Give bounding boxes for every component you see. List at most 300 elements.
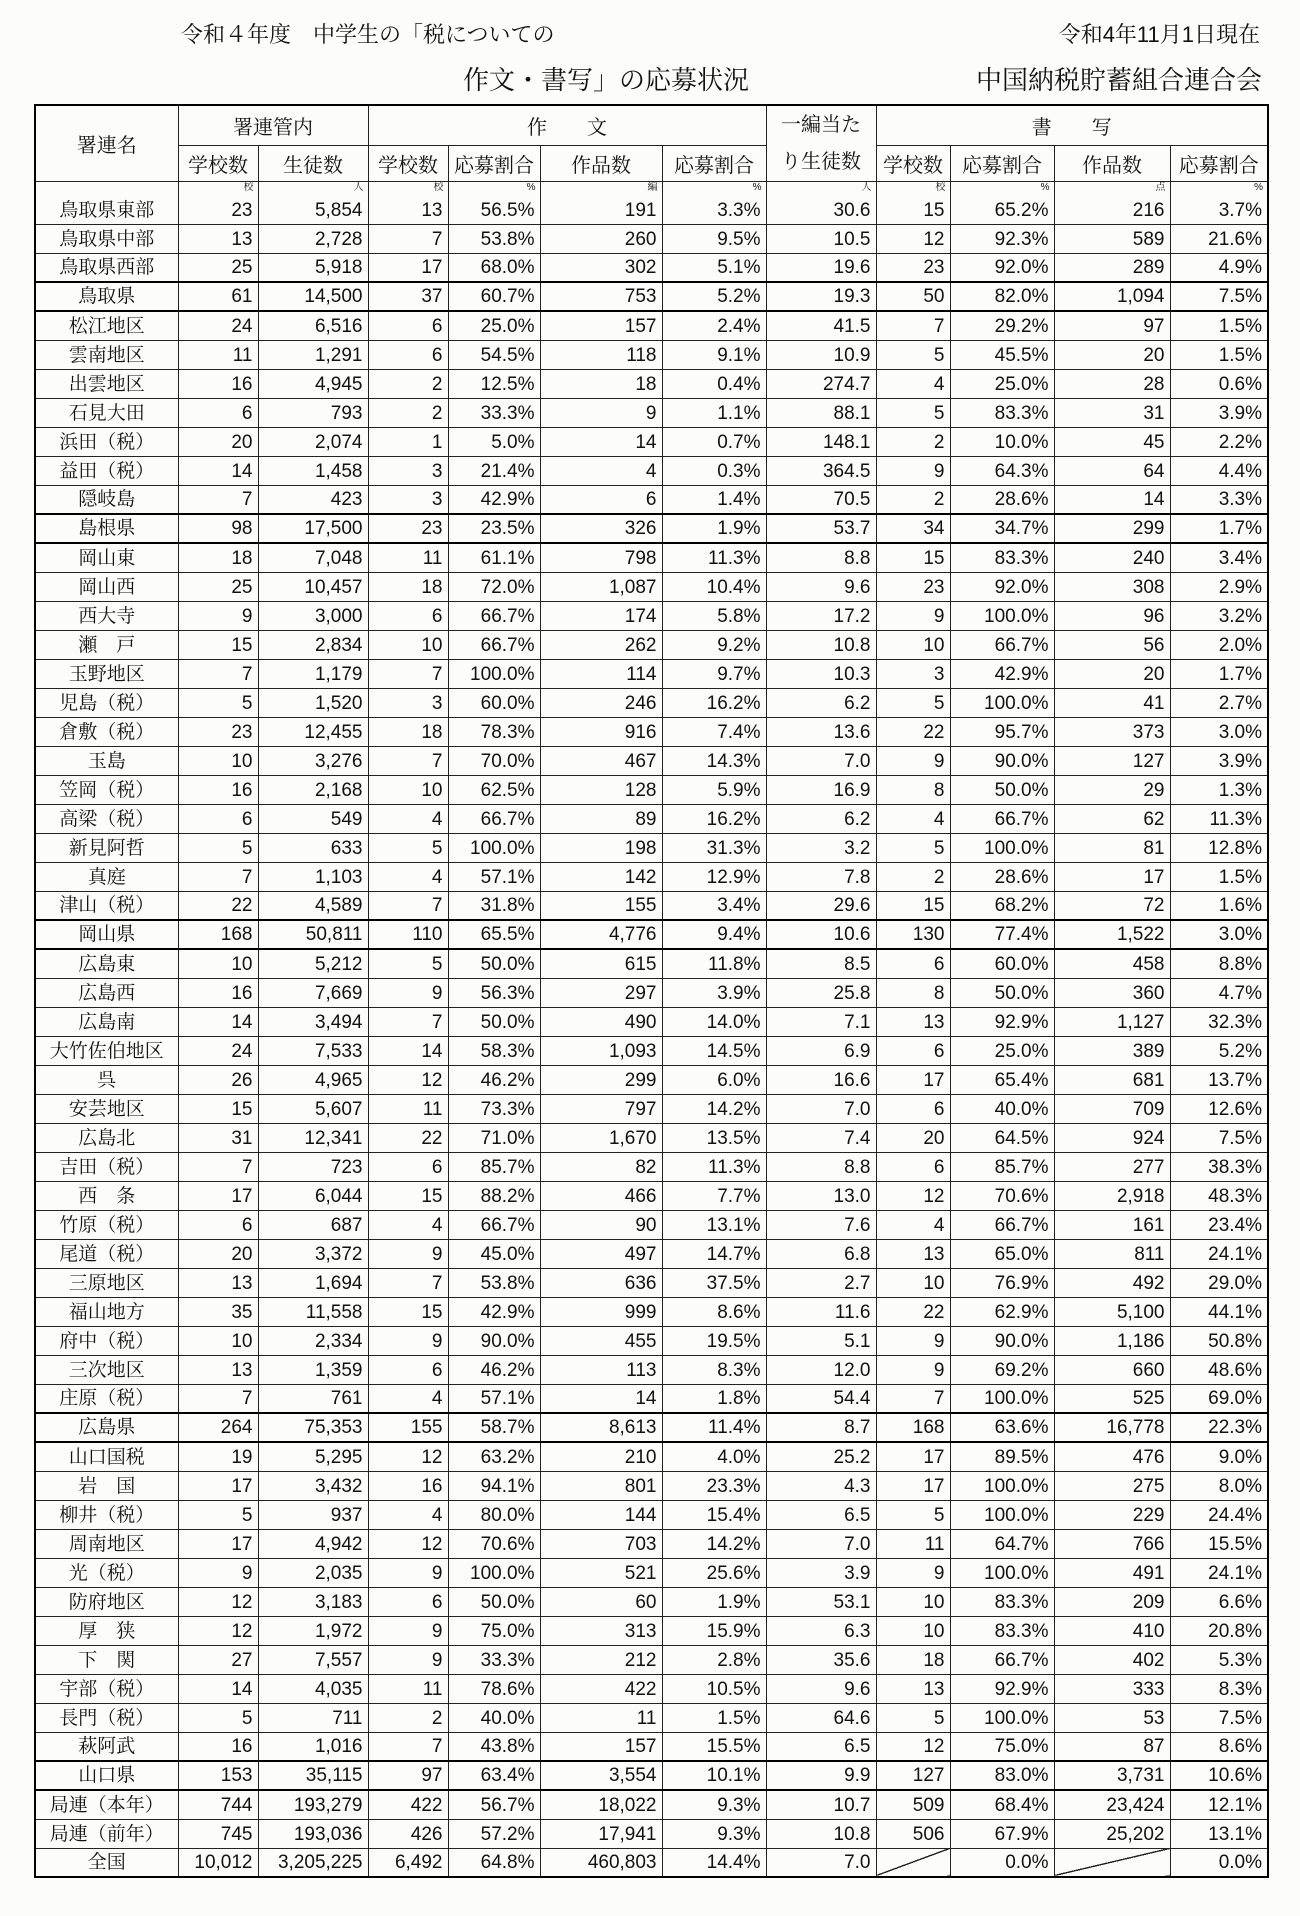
table-cell: 42.9% [448,1297,540,1326]
district-name-cell: 萩阿武 [35,1732,178,1761]
table-cell: 68.4% [950,1790,1054,1819]
table-cell: 12 [178,1587,258,1616]
table-cell: 8.8% [1170,949,1268,978]
table-cell: 53 [1054,1703,1170,1732]
table-cell: 14 [540,1384,662,1413]
table-cell: 161 [1054,1210,1170,1239]
table-cell: 0.3% [662,456,766,485]
table-cell: 130 [876,920,950,949]
table-cell: 12.9% [662,862,766,891]
district-name-cell: 宇部（税） [35,1674,178,1703]
table-cell: 78.3% [448,717,540,746]
table-cell: 17,941 [540,1819,662,1848]
table-row [35,195,1268,224]
table-cell: 10.9 [766,340,876,369]
district-name-cell: 山口県 [35,1761,178,1790]
table-cell: 4,942 [258,1529,368,1558]
table-cell: 24.1% [1170,1239,1268,1268]
table-cell: 9 [876,456,950,485]
table-cell: 29.0% [1170,1268,1268,1297]
table-cell: 289 [1054,253,1170,282]
table-cell: 12.8% [1170,833,1268,862]
table-row [35,1384,1268,1413]
table-cell: 5.1% [662,253,766,282]
table-cell: 5 [368,949,448,978]
table-cell: 2 [368,398,448,427]
table-cell: 1,694 [258,1268,368,1297]
table-cell: 6 [540,485,662,514]
table-cell: 4.3 [766,1471,876,1500]
table-cell: 1,670 [540,1123,662,1152]
table-cell: 7 [368,659,448,688]
table-cell: 801 [540,1471,662,1500]
table-cell: 636 [540,1268,662,1297]
table-cell: 5.3% [1170,1645,1268,1674]
table-cell: 15 [368,1181,448,1210]
table-cell: 11.3% [662,543,766,572]
table-cell: 100.0% [950,1384,1054,1413]
header-district: 署連名 [35,105,178,181]
table-cell: 16.2% [662,804,766,833]
table-cell: 15 [178,1094,258,1123]
table-cell: 87 [1054,1732,1170,1761]
table-cell: 14,500 [258,282,368,311]
table-cell: 9.3% [662,1819,766,1848]
table-cell: 1,458 [258,456,368,485]
table-cell: 7 [178,862,258,891]
table-cell: 3.3% [662,195,766,224]
table-cell: 210 [540,1442,662,1471]
table-cell: 56.5% [448,195,540,224]
table-cell: 13 [178,1268,258,1297]
table-cell: 1,127 [1054,1007,1170,1036]
table-cell: 25.8 [766,978,876,1007]
header-essay-schools: 学校数 [368,145,448,181]
table-cell: 937 [258,1500,368,1529]
header-calligraphy: 書 写 [876,105,1268,145]
table-cell: 2.2% [1170,427,1268,456]
table-cell: 497 [540,1239,662,1268]
table-cell: 95.7% [950,717,1054,746]
unit-label: 人 [766,181,876,195]
table-cell: 3.7% [1170,195,1268,224]
table-cell: 75.0% [448,1616,540,1645]
table-cell: 72 [1054,891,1170,920]
table-cell: 18 [368,572,448,601]
table-cell: 4 [876,1210,950,1239]
table-cell: 2 [876,862,950,891]
table-cell: 16.6 [766,1065,876,1094]
table-cell: 9 [178,1558,258,1587]
table-row [35,572,1268,601]
district-name-cell: 岩 国 [35,1471,178,1500]
table-cell: 492 [1054,1268,1170,1297]
table-cell: 5 [876,1703,950,1732]
table-cell: 70.6% [950,1181,1054,1210]
district-name-cell: 局連（前年） [35,1819,178,1848]
table-cell: 7,557 [258,1645,368,1674]
table-cell: 423 [258,485,368,514]
table-cell: 11.3% [1170,804,1268,833]
table-cell: 17 [178,1181,258,1210]
table-cell: 2,728 [258,224,368,253]
table-cell: 7.0 [766,1094,876,1123]
table-cell: 31.8% [448,891,540,920]
table-cell: 277 [1054,1152,1170,1181]
table-cell: 11 [178,340,258,369]
table-cell: 61 [178,282,258,311]
table-cell: 1,094 [1054,282,1170,311]
table-row [35,1239,1268,1268]
table-row [35,775,1268,804]
table-cell: 10 [368,775,448,804]
district-name-cell: 広島北 [35,1123,178,1152]
table-row [35,601,1268,630]
table-cell: 9 [368,1645,448,1674]
header-students-per-work [766,105,876,181]
table-cell: 12 [368,1529,448,1558]
table-row [35,1297,1268,1326]
table-cell: 5.2% [1170,1036,1268,1065]
table-cell: 11.8% [662,949,766,978]
table-cell: 8.6% [1170,1732,1268,1761]
table-cell: 45 [1054,427,1170,456]
table-cell: 23 [178,195,258,224]
table-row [35,340,1268,369]
table-cell: 711 [258,1703,368,1732]
table-row [35,485,1268,514]
district-name-cell: 出雲地区 [35,369,178,398]
table-cell: 7.5% [1170,1703,1268,1732]
table-cell: 24 [178,1036,258,1065]
table-cell: 31 [178,1123,258,1152]
table-cell: 66.7% [950,630,1054,659]
table-cell: 21.4% [448,456,540,485]
table-cell: 92.0% [950,253,1054,282]
header-calligraphy-work-rate: 応募割合 [1170,145,1268,181]
table-cell: 30.6 [766,195,876,224]
table-cell: 6.6% [1170,1587,1268,1616]
district-name-cell: 児島（税） [35,688,178,717]
table-cell: 11 [540,1703,662,1732]
table-cell: 50.0% [950,775,1054,804]
table-cell: 17 [178,1529,258,1558]
table-cell: 999 [540,1297,662,1326]
table-cell: 21.6% [1170,224,1268,253]
table-cell: 97 [1054,311,1170,340]
table-cell: 0.4% [662,369,766,398]
table-cell: 402 [1054,1645,1170,1674]
table-cell: 13 [178,224,258,253]
table-cell: 9.2% [662,630,766,659]
table-cell: 64.3% [950,456,1054,485]
units-row [35,181,1268,195]
table-cell: 5,100 [1054,1297,1170,1326]
table-cell: 23 [368,514,448,543]
table-cell: 19 [178,1442,258,1471]
table-cell: 549 [258,804,368,833]
table-cell: 25.0% [448,311,540,340]
table-cell: 34.7% [950,514,1054,543]
table-cell: 6 [368,311,448,340]
table-cell: 2 [876,427,950,456]
table-cell: 3,205,225 [258,1848,368,1877]
district-name-cell: 広島西 [35,978,178,1007]
district-name-cell: 広島東 [35,949,178,978]
table-cell: 38.3% [1170,1152,1268,1181]
table-cell: 13.1% [662,1210,766,1239]
table-cell: 15 [876,543,950,572]
table-cell: 10.1% [662,1761,766,1790]
table-cell: 83.3% [950,1616,1054,1645]
table-cell: 20 [178,1239,258,1268]
table-cell: 4,965 [258,1065,368,1094]
table-row [35,891,1268,920]
table-row [35,949,1268,978]
table-cell: 4.7% [1170,978,1268,1007]
table-cell: 64.5% [950,1123,1054,1152]
table-cell: 308 [1054,572,1170,601]
district-name-cell: 庄原（税） [35,1384,178,1413]
district-name-cell: 防府地区 [35,1587,178,1616]
table-cell: 798 [540,543,662,572]
table-cell: 10.8 [766,1819,876,1848]
table-cell: 7.6 [766,1210,876,1239]
table-cell: 71.0% [448,1123,540,1152]
table-cell: 9 [876,601,950,630]
table-cell: 6 [178,398,258,427]
table-cell: 5 [178,833,258,862]
unit-label: 校 [876,181,950,195]
unit-label: 校 [368,181,448,195]
table-cell: 63.2% [448,1442,540,1471]
table-cell: 7 [178,659,258,688]
table-cell: 9 [368,1616,448,1645]
table-cell: 797 [540,1094,662,1123]
unit-label: 点 [1054,181,1170,195]
table-cell: 9.7% [662,659,766,688]
table-cell: 14.2% [662,1529,766,1558]
district-name-cell: 全国 [35,1848,178,1877]
table-cell: 14.5% [662,1036,766,1065]
table-cell: 744 [178,1790,258,1819]
district-name-cell: 局連（本年） [35,1790,178,1819]
district-name-cell: 光（税） [35,1558,178,1587]
table-cell: 15.5% [662,1732,766,1761]
table-cell: 68.2% [950,891,1054,920]
district-name-cell: 広島南 [35,1007,178,1036]
table-cell: 20 [1054,659,1170,688]
table-cell: 27 [178,1645,258,1674]
table-cell: 297 [540,978,662,1007]
table-cell: 48.3% [1170,1181,1268,1210]
table-cell: 78.6% [448,1674,540,1703]
table-cell: 7 [876,311,950,340]
table-cell: 6 [368,1587,448,1616]
table-cell: 6.5 [766,1732,876,1761]
table-cell: 326 [540,514,662,543]
table-cell: 18,022 [540,1790,662,1819]
table-row [35,1616,1268,1645]
table-cell: 4.4% [1170,456,1268,485]
table-cell: 22 [876,717,950,746]
table-cell: 33.3% [448,398,540,427]
table-cell: 5 [876,340,950,369]
table-cell: 14 [178,1674,258,1703]
table-row [35,1703,1268,1732]
table-cell: 7 [178,1384,258,1413]
table-cell: 14 [368,1036,448,1065]
table-cell: 389 [1054,1036,1170,1065]
table-cell: 66.7% [950,1210,1054,1239]
table-cell: 8.0% [1170,1471,1268,1500]
table-cell: 364.5 [766,456,876,485]
table-cell: 7 [368,891,448,920]
table-cell: 3 [368,456,448,485]
table-cell: 18 [368,717,448,746]
table-cell: 3.9% [1170,398,1268,427]
district-name-cell: 三次地区 [35,1355,178,1384]
table-cell: 22.3% [1170,1413,1268,1442]
table-cell: 476 [1054,1442,1170,1471]
table-cell: 7 [368,1268,448,1297]
table-cell: 70.5 [766,485,876,514]
table-cell: 10 [368,630,448,659]
table-cell: 10 [876,1616,950,1645]
table-cell: 5 [178,1703,258,1732]
table-cell: 64 [1054,456,1170,485]
table-cell: 66.7% [950,1645,1054,1674]
table-cell: 6.5 [766,1500,876,1529]
table-cell: 3.2% [1170,601,1268,630]
table-cell: 15 [876,195,950,224]
table-cell: 0.7% [662,427,766,456]
table-cell: 94.1% [448,1471,540,1500]
table-cell: 6,044 [258,1181,368,1210]
table-cell: 90.0% [950,746,1054,775]
table-cell: 1.5% [1170,862,1268,891]
table-cell: 10.6 [766,920,876,949]
table-cell: 10,457 [258,572,368,601]
table-cell: 4.0% [662,1442,766,1471]
table-cell: 45.5% [950,340,1054,369]
district-name-cell: 隠岐島 [35,485,178,514]
table-cell: 17,500 [258,514,368,543]
table-cell: 14 [540,427,662,456]
table-cell: 3.2 [766,833,876,862]
as-of-date: 令和4年11月1日現在 [1058,22,1260,47]
table-cell: 50.8% [1170,1326,1268,1355]
table-cell: 92.3% [950,224,1054,253]
table-cell: 14.7% [662,1239,766,1268]
table-cell: 127 [1054,746,1170,775]
table-cell: 6.8 [766,1239,876,1268]
table-cell: 18 [540,369,662,398]
table-cell: 240 [1054,543,1170,572]
header-jurisdiction: 署連管内 [178,105,368,145]
table-cell: 16.9 [766,775,876,804]
table-cell: 57.2% [448,1819,540,1848]
table-cell: 48.6% [1170,1355,1268,1384]
table-cell: 633 [258,833,368,862]
unit-label: % [662,181,766,195]
table-cell: 4,589 [258,891,368,920]
table-cell: 521 [540,1558,662,1587]
district-name-cell: 山口国税 [35,1442,178,1471]
table-cell: 5 [876,833,950,862]
table-cell: 3.4% [1170,543,1268,572]
table-cell: 17 [368,253,448,282]
table-cell: 18 [178,543,258,572]
table-cell: 68.0% [448,253,540,282]
table-row [35,630,1268,659]
table-cell: 16 [368,1471,448,1500]
table-cell: 9.6 [766,572,876,601]
table-cell: 11,558 [258,1297,368,1326]
table-cell: 23.4% [1170,1210,1268,1239]
table-row [35,1181,1268,1210]
district-name-cell: 西 条 [35,1181,178,1210]
district-name-cell: 福山地方 [35,1297,178,1326]
table-cell: 56.7% [448,1790,540,1819]
table-cell: 4 [368,862,448,891]
table-cell: 1,179 [258,659,368,688]
table-row [35,427,1268,456]
table-cell: 9 [368,1558,448,1587]
table-cell: 10 [876,1268,950,1297]
table-cell: 7.7% [662,1181,766,1210]
table-cell: 4 [368,1210,448,1239]
table-cell: 13.5% [662,1123,766,1152]
table-row-prefecture-total [35,282,1268,311]
district-name-cell: 岡山東 [35,543,178,572]
table-cell: 3 [368,485,448,514]
table-cell: 615 [540,949,662,978]
table-cell: 17 [1054,862,1170,891]
table-row [35,688,1268,717]
table-cell: 7.0 [766,1848,876,1877]
table-cell: 10.6% [1170,1761,1268,1790]
table-cell: 681 [1054,1065,1170,1094]
table-row [35,1587,1268,1616]
table-cell: 12.5% [448,369,540,398]
header-students-per-work-line1: 一編当た [781,114,861,137]
district-name-cell: 鳥取県東部 [35,195,178,224]
table-cell: 753 [540,282,662,311]
table-cell: 360 [1054,978,1170,1007]
units-blank-cell [35,181,178,195]
table-cell: 10.5 [766,224,876,253]
table-row [35,543,1268,572]
district-name-cell: 尾道（税） [35,1239,178,1268]
table-cell: 260 [540,224,662,253]
table-cell: 7.8 [766,862,876,891]
table-cell: 53.1 [766,1587,876,1616]
table-cell: 4 [368,1384,448,1413]
table-cell: 6,516 [258,311,368,340]
district-name-cell: 岡山西 [35,572,178,601]
header-essay: 作 文 [368,105,766,145]
district-name-cell: 長門（税） [35,1703,178,1732]
table-cell: 110 [368,920,448,949]
header-essay-works: 作品数 [540,145,662,181]
table-cell: 23.3% [662,1471,766,1500]
table-row [35,1094,1268,1123]
table-cell: 687 [258,1210,368,1239]
table-cell: 60.7% [448,282,540,311]
table-cell: 1.5% [662,1703,766,1732]
district-name-cell: 松江地区 [35,311,178,340]
